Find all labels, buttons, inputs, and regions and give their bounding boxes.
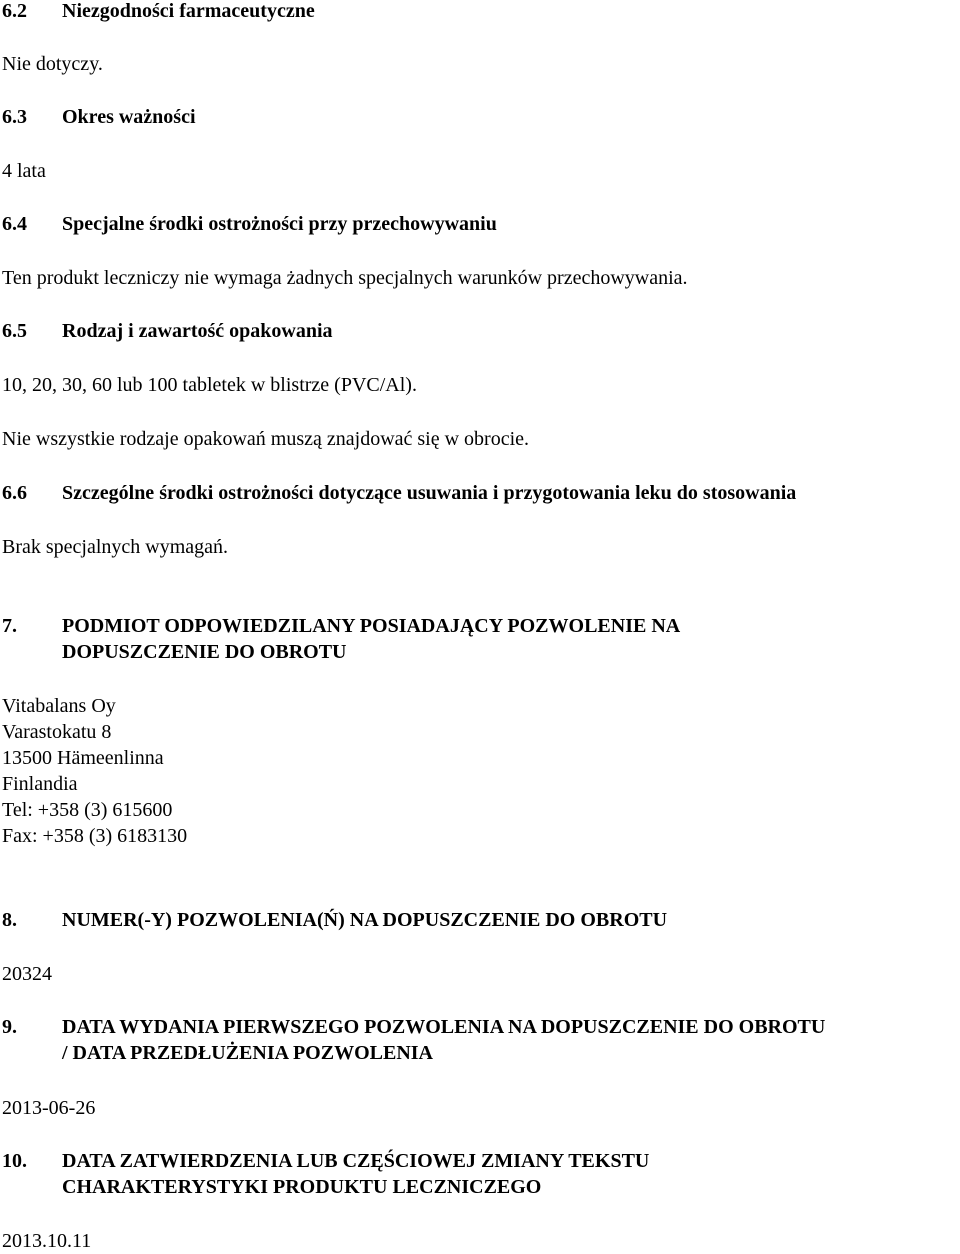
section-title-line-1: DATA WYDANIA PIERWSZEGO POZWOLENIA NA DOPUSZCZENIE DO OBROTU xyxy=(62,1016,826,1038)
section-6-2-heading xyxy=(2,0,315,24)
section-title-line-1: PODMIOT ODPOWIEDZILANY POSIADAJĄCY POZWOLENIE NA xyxy=(62,615,681,637)
section-title: NUMER(-Y) POZWOLENIA(Ń) NA DOPUSZCZENIE DO OBROTU xyxy=(62,909,668,931)
section-number: 6.2 xyxy=(2,0,27,22)
section-6-2-body: Nie dotyczy. xyxy=(2,53,103,75)
section-6-4-heading xyxy=(2,211,497,237)
section-6-5-heading xyxy=(2,318,333,344)
section-6-4-body: Ten produkt leczniczy nie wymaga żadnych specjalnych warunków przechowywania. xyxy=(2,267,688,289)
section-title-line-2: CHARAKTERYSTYKI PRODUKTU LECZNICZEGO xyxy=(62,1176,542,1198)
fax: Fax: +358 (3) 6183130 xyxy=(2,825,188,847)
section-title: Szczególne środki ostrożności dotyczące usuwania i przygotowania leku do stosowania xyxy=(62,482,797,504)
section-number: 6.4 xyxy=(2,213,27,235)
section-6-5-body-1: 10, 20, 30, 60 lub 100 tabletek w blistrze (PVC/Al). xyxy=(2,374,417,396)
section-title: Niezgodności farmaceutyczne xyxy=(62,0,315,22)
section-8-body: 20324 xyxy=(2,963,52,985)
section-number: 10. xyxy=(2,1150,27,1172)
section-number: 9. xyxy=(2,1016,17,1038)
section-6-5-body-2: Nie wszystkie rodzaje opakowań muszą znajdować się w obrocie. xyxy=(2,428,530,450)
section-7-heading xyxy=(2,613,680,665)
section-title-line-2: / DATA PRZEDŁUŻENIA POZWOLENIA xyxy=(62,1042,433,1064)
section-10-body: 2013.10.11 xyxy=(2,1230,92,1252)
section-8-heading xyxy=(2,907,667,933)
company-name: Vitabalans Oy xyxy=(2,695,116,717)
section-title-line-1: DATA ZATWIERDZENIA LUB CZĘŚCIOWEJ ZMIANY TEKSTU xyxy=(62,1150,650,1172)
section-10-heading xyxy=(2,1148,649,1200)
section-number: 6.3 xyxy=(2,106,27,128)
section-number: 6.6 xyxy=(2,482,27,504)
marketing-authorisation-holder-address xyxy=(2,693,187,849)
section-9-body: 2013-06-26 xyxy=(2,1097,96,1119)
section-title: Specjalne środki ostrożności przy przechowywaniu xyxy=(62,213,497,235)
section-6-6-heading xyxy=(2,480,796,506)
section-title-line-2: DOPUSZCZENIE DO OBROTU xyxy=(62,641,347,663)
street-address: Varastokatu 8 xyxy=(2,721,112,743)
section-number: 7. xyxy=(2,615,17,637)
telephone: Tel: +358 (3) 615600 xyxy=(2,799,173,821)
section-6-3-body: 4 lata xyxy=(2,160,46,182)
section-9-heading xyxy=(2,1014,825,1066)
section-6-6-body: Brak specjalnych wymagań. xyxy=(2,536,229,558)
section-number: 8. xyxy=(2,909,17,931)
postal-city: 13500 Hämeenlinna xyxy=(2,747,164,769)
section-6-3-heading xyxy=(2,104,196,130)
section-title: Okres ważności xyxy=(62,106,196,128)
country: Finlandia xyxy=(2,773,78,795)
section-title: Rodzaj i zawartość opakowania xyxy=(62,320,333,342)
section-number: 6.5 xyxy=(2,320,27,342)
